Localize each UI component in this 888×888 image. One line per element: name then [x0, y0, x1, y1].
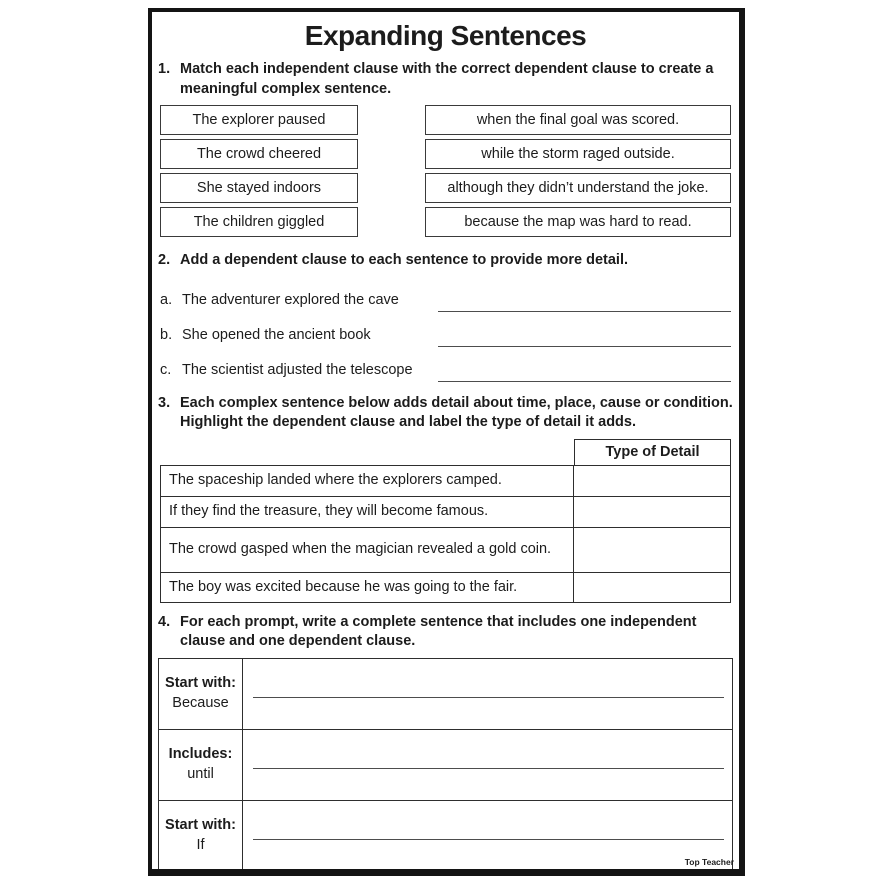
- table-row: [161, 527, 731, 572]
- prompt-cell: [159, 729, 243, 800]
- prompt-cell: [159, 800, 243, 871]
- prompt-label: Start with:: [165, 675, 236, 692]
- question-1-text: Match each independent clause with the correct dependent clause to create a meaningful complex sentence.: [180, 61, 714, 97]
- table-row: [159, 729, 733, 800]
- type-of-detail-input-cell[interactable]: [574, 527, 731, 572]
- dependent-clause-column: [425, 105, 731, 241]
- item-sentence: She opened the ancient book: [182, 326, 371, 343]
- independent-clause-box[interactable]: The crowd cheered: [160, 139, 358, 169]
- item-letter: a.: [160, 291, 173, 308]
- answer-line[interactable]: [438, 358, 731, 382]
- dependent-clause-box[interactable]: because the map was hard to read.: [425, 207, 731, 237]
- type-of-detail-input-cell[interactable]: [574, 496, 731, 527]
- item-letter: b.: [160, 326, 173, 343]
- type-of-detail-input-cell[interactable]: [574, 465, 731, 496]
- worksheet-page: [148, 8, 745, 876]
- question-3-text: Each complex sentence below adds detail about time, place, cause or condition. Highlight the dependent clause and label the type of detail it adds.: [180, 394, 733, 431]
- prompt-cell: [159, 658, 243, 729]
- writing-cell[interactable]: [243, 800, 733, 871]
- sentence-cell[interactable]: The boy was excited because he was going to the fair.: [161, 572, 574, 602]
- question-4-text: For each prompt, write a complete sentence that includes one independent clause and one dependent clause.: [180, 613, 697, 650]
- question-1-number: 1.: [158, 61, 171, 77]
- question-4-number: 4.: [158, 613, 171, 630]
- table-row: [159, 658, 733, 729]
- prompt-word: Because: [172, 694, 229, 711]
- dependent-clause-box[interactable]: while the storm raged outside.: [425, 139, 731, 169]
- sentence-cell[interactable]: If they find the treasure, they will become famous.: [161, 496, 574, 527]
- question-1-prompt: [158, 60, 733, 99]
- sentence-cell[interactable]: The spaceship landed where the explorers camped.: [161, 465, 574, 496]
- question-4-prompt: [158, 613, 733, 652]
- writing-line[interactable]: [253, 839, 724, 840]
- writing-cell[interactable]: [243, 729, 733, 800]
- independent-clause-column: [160, 105, 358, 241]
- sentence-cell[interactable]: The crowd gasped when the magician revealed a gold coin.: [161, 527, 574, 572]
- prompt-label: Includes:: [168, 746, 233, 763]
- prompt-word: until: [187, 765, 214, 782]
- type-of-detail-input-cell[interactable]: [574, 572, 731, 602]
- answer-line[interactable]: [438, 323, 731, 347]
- writing-cell[interactable]: [243, 658, 733, 729]
- answer-line[interactable]: [438, 288, 731, 312]
- table-row: [159, 800, 733, 871]
- prompt-word: If: [196, 836, 205, 853]
- independent-clause-box[interactable]: The children giggled: [160, 207, 358, 237]
- question-3-number: 3.: [158, 394, 171, 411]
- independent-clause-box[interactable]: She stayed indoors: [160, 173, 358, 203]
- independent-clause-box[interactable]: The explorer paused: [160, 105, 358, 135]
- item-letter: c.: [160, 361, 172, 378]
- labeling-table: [160, 439, 731, 603]
- writing-prompt-table: [158, 658, 733, 872]
- question-2-prompt: [158, 251, 733, 271]
- type-of-detail-header: Type of Detail: [574, 439, 731, 465]
- prompt-label: Start with:: [165, 817, 236, 834]
- table-row: [161, 496, 731, 527]
- dependent-clause-box[interactable]: when the final goal was scored.: [425, 105, 731, 135]
- sentence-table: [160, 465, 731, 603]
- matching-exercise: [160, 105, 731, 241]
- question-2-number: 2.: [158, 252, 171, 269]
- fill-in-item-c: [160, 347, 731, 382]
- writing-line[interactable]: [253, 768, 724, 769]
- question-3-prompt: [158, 394, 733, 433]
- top-teacher-logo: Top Teacher: [684, 857, 734, 867]
- dependent-clause-box[interactable]: although they didn’t understand the joke.: [425, 173, 731, 203]
- question-2-items: [158, 277, 733, 382]
- question-2-text: Add a dependent clause to each sentence to provide more detail.: [180, 252, 628, 269]
- item-sentence: The scientist adjusted the telescope: [182, 361, 413, 378]
- item-sentence: The adventurer explored the cave: [182, 291, 399, 308]
- page-title: Expanding Sentences: [304, 20, 587, 51]
- writing-line[interactable]: [253, 697, 724, 698]
- fill-in-item-a: [160, 277, 731, 312]
- fill-in-item-b: [160, 312, 731, 347]
- table-row: [161, 465, 731, 496]
- table-row: [161, 572, 731, 602]
